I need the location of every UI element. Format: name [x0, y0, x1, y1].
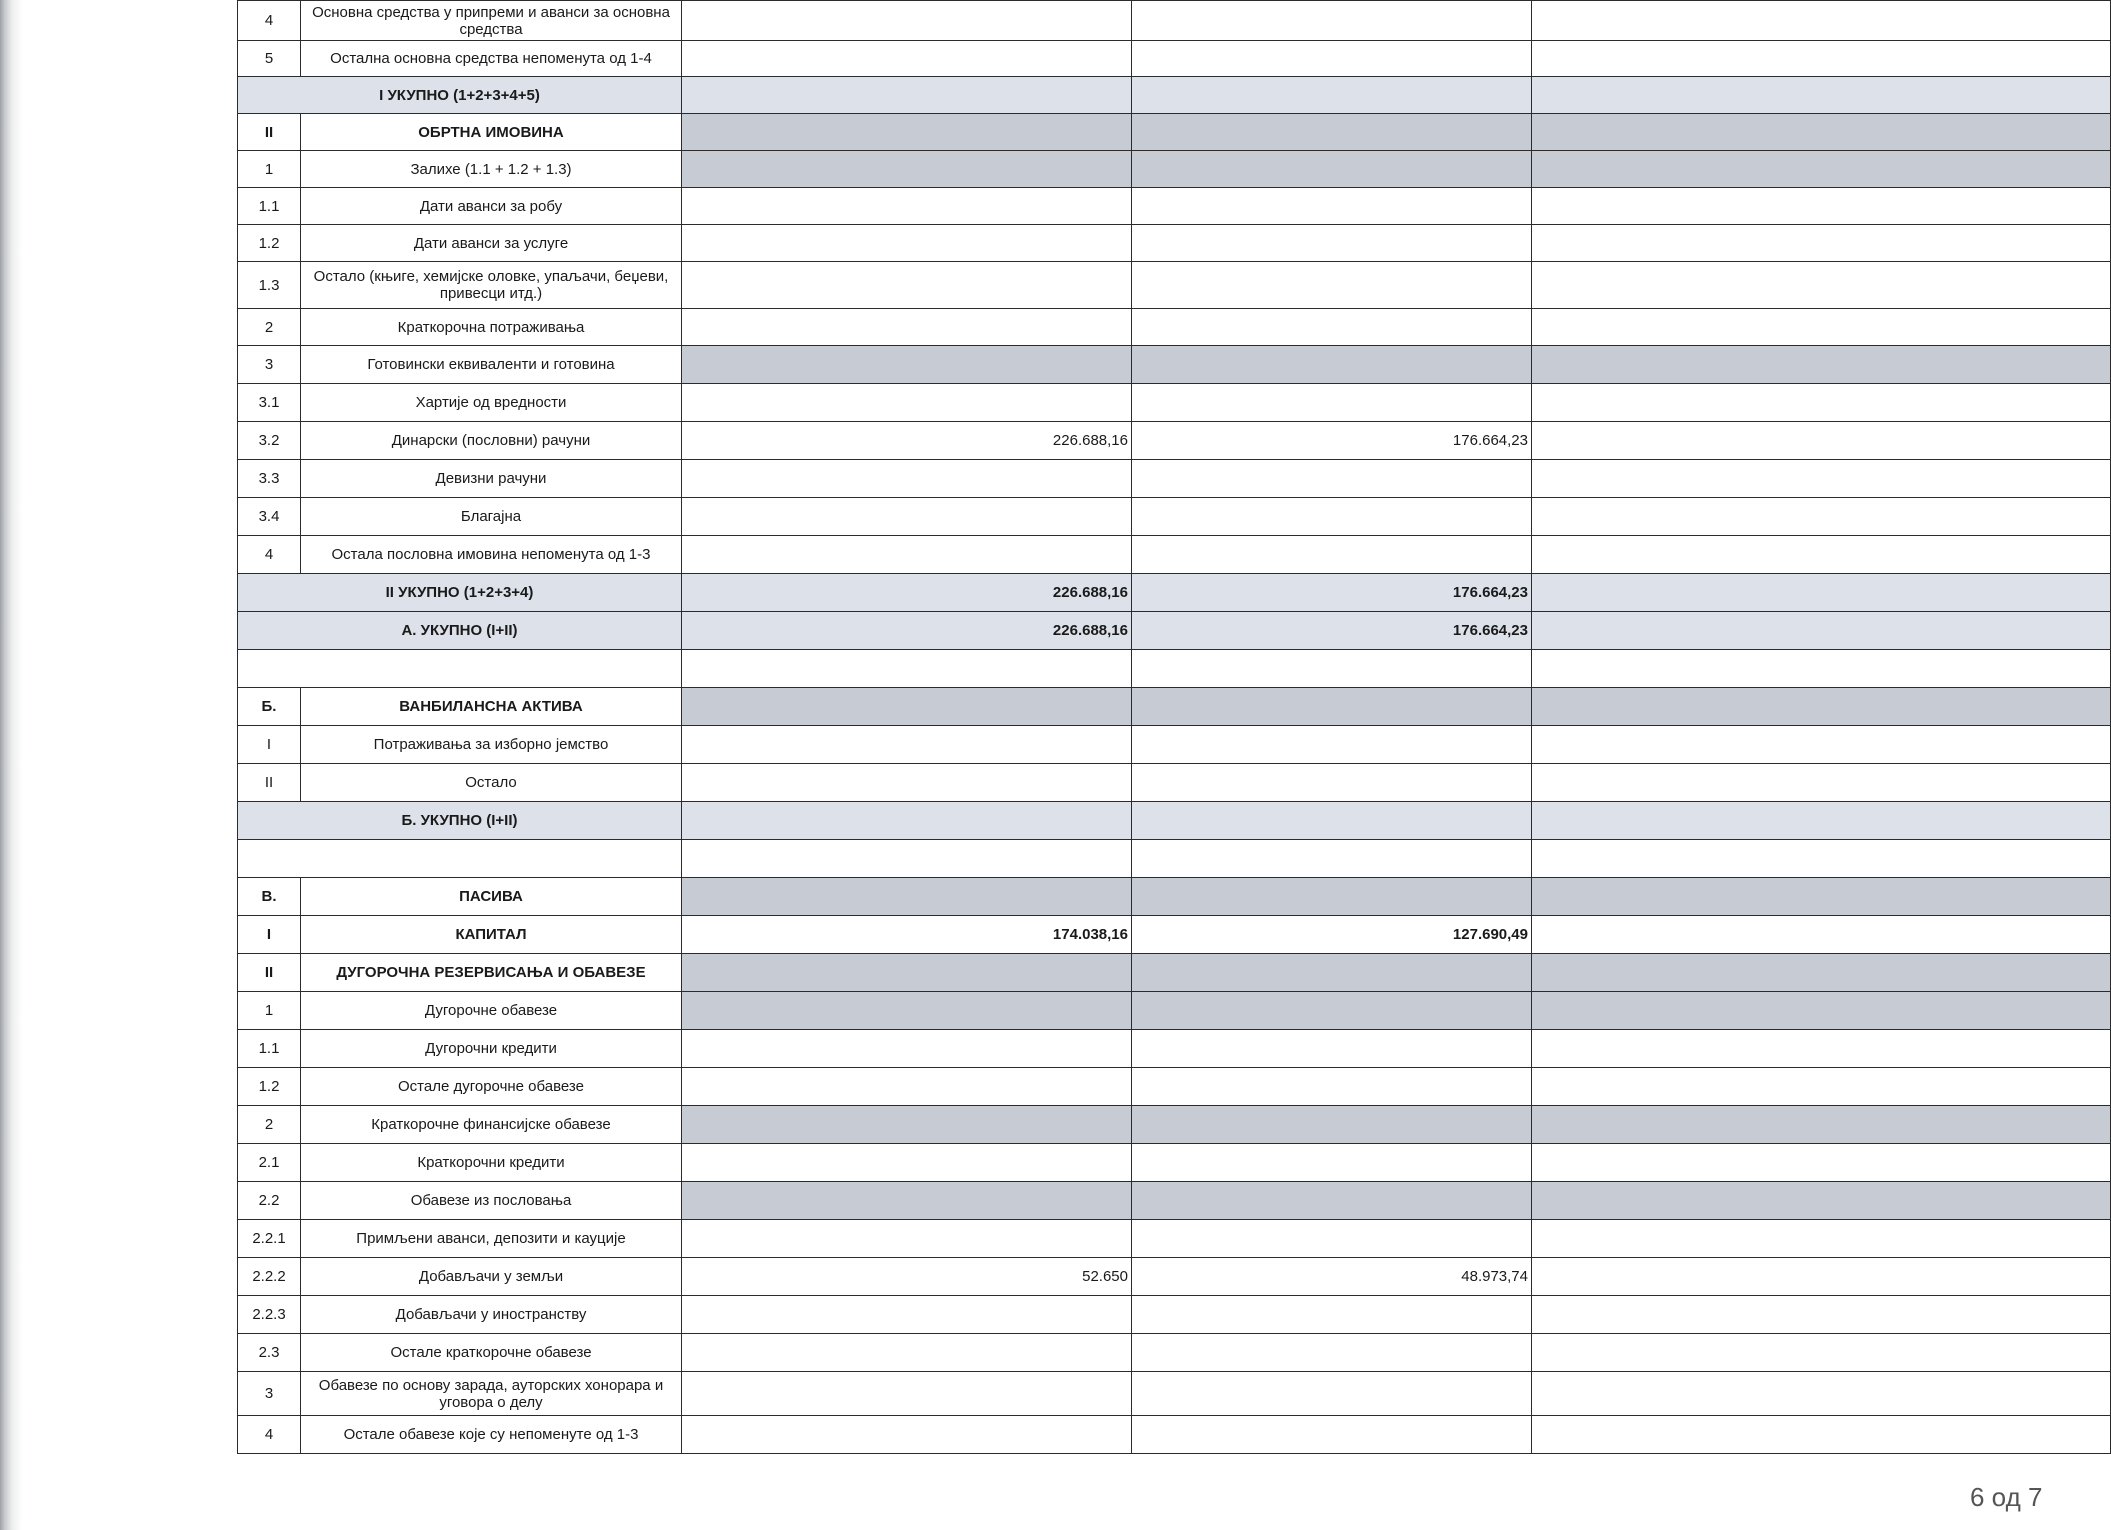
row-label: Готовински еквиваленти и готовина — [301, 346, 682, 384]
value-col-2 — [1132, 1416, 1532, 1454]
table-row — [238, 726, 2111, 764]
row-number: 4 — [238, 536, 301, 574]
value-col-3 — [1532, 188, 2111, 225]
value-col-3 — [1532, 114, 2111, 151]
table-row — [238, 309, 2111, 346]
row-label: Примљени аванси, депозити и кауције — [301, 1220, 682, 1258]
table-row — [238, 1296, 2111, 1334]
row-number: 3 — [238, 1372, 301, 1416]
row-spacer — [238, 650, 682, 688]
row-label: Краткорочне финансијске обавезе — [301, 1106, 682, 1144]
table-row — [238, 688, 2111, 726]
row-number: 2.2.1 — [238, 1220, 301, 1258]
value-col-1 — [682, 498, 1132, 536]
row-label: Дати аванси за услуге — [301, 225, 682, 262]
value-col-3 — [1532, 309, 2111, 346]
table-row — [238, 1372, 2111, 1416]
row-number: 3.4 — [238, 498, 301, 536]
value-col-1 — [682, 726, 1132, 764]
row-label: Добављачи у земљи — [301, 1258, 682, 1296]
value-col-2 — [1132, 1334, 1532, 1372]
value-col-2 — [1132, 1068, 1532, 1106]
table-row — [238, 1106, 2111, 1144]
table-row — [238, 1334, 2111, 1372]
row-number: 5 — [238, 41, 301, 77]
value-col-2 — [1132, 1372, 1532, 1416]
row-number: II — [238, 764, 301, 802]
row-label: Динарски (пословни) рачуни — [301, 422, 682, 460]
row-label: ВАНБИЛАНСНА АКТИВА — [301, 688, 682, 726]
row-number: В. — [238, 878, 301, 916]
value-col-2 — [1132, 151, 1532, 188]
value-col-1 — [682, 1182, 1132, 1220]
table-row — [238, 954, 2111, 992]
row-label: Остало (књиге, хемијске оловке, упаљачи, беџеви, привесци итд.) — [301, 262, 682, 309]
row-label: Дугорочни кредити — [301, 1030, 682, 1068]
value-col-1 — [682, 1220, 1132, 1258]
table-row — [238, 878, 2111, 916]
value-col-1 — [682, 840, 1132, 878]
value-col-3 — [1532, 346, 2111, 384]
row-number: 2.2.2 — [238, 1258, 301, 1296]
value-col-2 — [1132, 840, 1532, 878]
table-row — [238, 1, 2111, 41]
value-col-3 — [1532, 1030, 2111, 1068]
value-col-1 — [682, 1106, 1132, 1144]
value-col-1 — [682, 688, 1132, 726]
value-col-1 — [682, 151, 1132, 188]
value-col-2 — [1132, 346, 1532, 384]
value-col-3 — [1532, 1068, 2111, 1106]
value-col-2 — [1132, 954, 1532, 992]
table-row — [238, 650, 2111, 688]
value-col-3 — [1532, 1416, 2111, 1454]
value-col-2 — [1132, 536, 1532, 574]
row-number: 3 — [238, 346, 301, 384]
value-col-3 — [1532, 460, 2111, 498]
row-label: Обавезе из пословања — [301, 1182, 682, 1220]
value-col-2 — [1132, 1182, 1532, 1220]
value-col-2 — [1132, 688, 1532, 726]
table-row — [238, 1182, 2111, 1220]
value-col-3 — [1532, 77, 2111, 114]
row-label: Благајна — [301, 498, 682, 536]
row-number: 1.1 — [238, 1030, 301, 1068]
row-number: 3.3 — [238, 460, 301, 498]
table-row — [238, 612, 2111, 650]
row-label: Остале дугорочне обавезе — [301, 1068, 682, 1106]
row-number: I — [238, 726, 301, 764]
table-row — [238, 188, 2111, 225]
row-label: Остале обавезе које су непоменуте од 1-3 — [301, 1416, 682, 1454]
value-col-1 — [682, 77, 1132, 114]
table-row — [238, 460, 2111, 498]
value-col-1 — [682, 346, 1132, 384]
row-number: 1.2 — [238, 225, 301, 262]
value-col-3 — [1532, 688, 2111, 726]
table-row — [238, 151, 2111, 188]
scan-shadow-edge — [0, 0, 22, 1530]
row-spacer — [238, 840, 682, 878]
table-row — [238, 802, 2111, 840]
value-col-3 — [1532, 151, 2111, 188]
value-col-2: 176.664,23 — [1132, 612, 1532, 650]
value-col-2 — [1132, 188, 1532, 225]
table-body — [238, 1, 2111, 1454]
value-col-3 — [1532, 612, 2111, 650]
table-row — [238, 764, 2111, 802]
row-number: 2.1 — [238, 1144, 301, 1182]
value-col-1 — [682, 1296, 1132, 1334]
row-label: Остала пословна имовина непоменута од 1-3 — [301, 536, 682, 574]
row-number: 1 — [238, 151, 301, 188]
value-col-1 — [682, 650, 1132, 688]
table-row — [238, 840, 2111, 878]
value-col-1 — [682, 262, 1132, 309]
value-col-3 — [1532, 384, 2111, 422]
value-col-1 — [682, 878, 1132, 916]
value-col-3 — [1532, 726, 2111, 764]
row-total-label: I УКУПНО (1+2+3+4+5) — [238, 77, 682, 114]
value-col-3 — [1532, 992, 2111, 1030]
row-label: ДУГОРОЧНА РЕЗЕРВИСАЊА И ОБАВЕЗЕ — [301, 954, 682, 992]
value-col-2 — [1132, 41, 1532, 77]
value-col-2 — [1132, 726, 1532, 764]
table-row — [238, 1030, 2111, 1068]
row-label: Дугорочне обавезе — [301, 992, 682, 1030]
value-col-1 — [682, 1334, 1132, 1372]
value-col-2 — [1132, 992, 1532, 1030]
row-label: ОБРТНА ИМОВИНА — [301, 114, 682, 151]
row-label: Девизни рачуни — [301, 460, 682, 498]
value-col-3 — [1532, 574, 2111, 612]
value-col-2 — [1132, 802, 1532, 840]
value-col-3 — [1532, 650, 2111, 688]
row-number: 2 — [238, 309, 301, 346]
value-col-2 — [1132, 1220, 1532, 1258]
value-col-3 — [1532, 262, 2111, 309]
value-col-3 — [1532, 41, 2111, 77]
value-col-2 — [1132, 650, 1532, 688]
value-col-1 — [682, 188, 1132, 225]
row-number: II — [238, 114, 301, 151]
value-col-1 — [682, 1, 1132, 41]
value-col-3 — [1532, 802, 2111, 840]
table-row — [238, 536, 2111, 574]
value-col-3 — [1532, 1106, 2111, 1144]
value-col-3 — [1532, 1220, 2111, 1258]
row-number: 1 — [238, 992, 301, 1030]
table-row — [238, 498, 2111, 536]
value-col-3 — [1532, 954, 2111, 992]
row-number: 3.1 — [238, 384, 301, 422]
balance-sheet-table — [237, 0, 2111, 1454]
table-row — [238, 41, 2111, 77]
value-col-1 — [682, 225, 1132, 262]
value-col-3 — [1532, 498, 2111, 536]
table-row — [238, 992, 2111, 1030]
value-col-1 — [682, 536, 1132, 574]
row-number: 2 — [238, 1106, 301, 1144]
value-col-2: 176.664,23 — [1132, 574, 1532, 612]
row-label: Обавезе по основу зарада, ауторских хонорара и уговора о делу — [301, 1372, 682, 1416]
value-col-3 — [1532, 916, 2111, 954]
row-label: Хартије од вредности — [301, 384, 682, 422]
value-col-3 — [1532, 1296, 2111, 1334]
value-col-2 — [1132, 1106, 1532, 1144]
row-number: 4 — [238, 1416, 301, 1454]
value-col-3 — [1532, 1258, 2111, 1296]
value-col-1 — [682, 309, 1132, 346]
row-label: Краткорочни кредити — [301, 1144, 682, 1182]
value-col-1 — [682, 1030, 1132, 1068]
table-row — [238, 1220, 2111, 1258]
value-col-2 — [1132, 114, 1532, 151]
value-col-1 — [682, 1372, 1132, 1416]
value-col-2 — [1132, 1296, 1532, 1334]
value-col-2 — [1132, 225, 1532, 262]
table-row — [238, 114, 2111, 151]
value-col-3 — [1532, 1182, 2111, 1220]
row-label: Основна средства у припреми и аванси за основна средства — [301, 1, 682, 41]
value-col-3 — [1532, 1334, 2111, 1372]
table-row — [238, 77, 2111, 114]
row-label: ПАСИВА — [301, 878, 682, 916]
row-number: 1.1 — [238, 188, 301, 225]
table-row — [238, 346, 2111, 384]
row-number: I — [238, 916, 301, 954]
value-col-2 — [1132, 262, 1532, 309]
row-total-label: Б. УКУПНО (I+II) — [238, 802, 682, 840]
value-col-3 — [1532, 536, 2111, 574]
page-number: 6 од 7 — [1970, 1482, 2043, 1512]
value-col-1 — [682, 992, 1132, 1030]
table-row — [238, 225, 2111, 262]
row-label: Остале краткорочне обавезе — [301, 1334, 682, 1372]
value-col-1: 226.688,16 — [682, 574, 1132, 612]
value-col-1: 226.688,16 — [682, 612, 1132, 650]
value-col-3 — [1532, 225, 2111, 262]
value-col-2: 176.664,23 — [1132, 422, 1532, 460]
row-label: Потраживања за изборно јемство — [301, 726, 682, 764]
table-row — [238, 384, 2111, 422]
row-number: 2.2.3 — [238, 1296, 301, 1334]
value-col-2 — [1132, 460, 1532, 498]
table-row — [238, 262, 2111, 309]
value-col-2 — [1132, 77, 1532, 114]
row-total-label: А. УКУПНО (I+II) — [238, 612, 682, 650]
value-col-1 — [682, 1144, 1132, 1182]
value-col-3 — [1532, 840, 2111, 878]
value-col-1 — [682, 764, 1132, 802]
row-number: 2.2 — [238, 1182, 301, 1220]
value-col-2 — [1132, 878, 1532, 916]
value-col-1: 226.688,16 — [682, 422, 1132, 460]
value-col-2 — [1132, 498, 1532, 536]
row-number: 4 — [238, 1, 301, 41]
row-total-label: II УКУПНО (1+2+3+4) — [238, 574, 682, 612]
table-row — [238, 1258, 2111, 1296]
row-label: Добављачи у иностранству — [301, 1296, 682, 1334]
value-col-2: 127.690,49 — [1132, 916, 1532, 954]
table-row — [238, 574, 2111, 612]
value-col-2 — [1132, 384, 1532, 422]
table-row — [238, 1416, 2111, 1454]
row-label: Дати аванси за робу — [301, 188, 682, 225]
row-number: 3.2 — [238, 422, 301, 460]
value-col-1 — [682, 41, 1132, 77]
value-col-1 — [682, 802, 1132, 840]
value-col-2: 48.973,74 — [1132, 1258, 1532, 1296]
value-col-1 — [682, 954, 1132, 992]
row-label: Остална основна средства непоменута од 1-4 — [301, 41, 682, 77]
value-col-1 — [682, 1068, 1132, 1106]
value-col-3 — [1532, 1372, 2111, 1416]
row-label: Краткорочна потраживања — [301, 309, 682, 346]
value-col-3 — [1532, 1, 2111, 41]
table-row — [238, 1144, 2111, 1182]
row-number: 1.2 — [238, 1068, 301, 1106]
value-col-2 — [1132, 764, 1532, 802]
value-col-2 — [1132, 1144, 1532, 1182]
value-col-3 — [1532, 764, 2111, 802]
table-row — [238, 1068, 2111, 1106]
row-label: Остало — [301, 764, 682, 802]
value-col-1 — [682, 114, 1132, 151]
row-number: 2.3 — [238, 1334, 301, 1372]
row-label: Залихе (1.1 + 1.2 + 1.3) — [301, 151, 682, 188]
value-col-1 — [682, 384, 1132, 422]
table-row — [238, 916, 2111, 954]
value-col-3 — [1532, 1144, 2111, 1182]
table-row — [238, 422, 2111, 460]
row-label: КАПИТАЛ — [301, 916, 682, 954]
row-number: Б. — [238, 688, 301, 726]
value-col-1 — [682, 1416, 1132, 1454]
value-col-3 — [1532, 878, 2111, 916]
value-col-1 — [682, 460, 1132, 498]
value-col-2 — [1132, 1, 1532, 41]
value-col-2 — [1132, 1030, 1532, 1068]
value-col-3 — [1532, 422, 2111, 460]
value-col-1: 52.650 — [682, 1258, 1132, 1296]
row-number: II — [238, 954, 301, 992]
value-col-1: 174.038,16 — [682, 916, 1132, 954]
value-col-2 — [1132, 309, 1532, 346]
row-number: 1.3 — [238, 262, 301, 309]
